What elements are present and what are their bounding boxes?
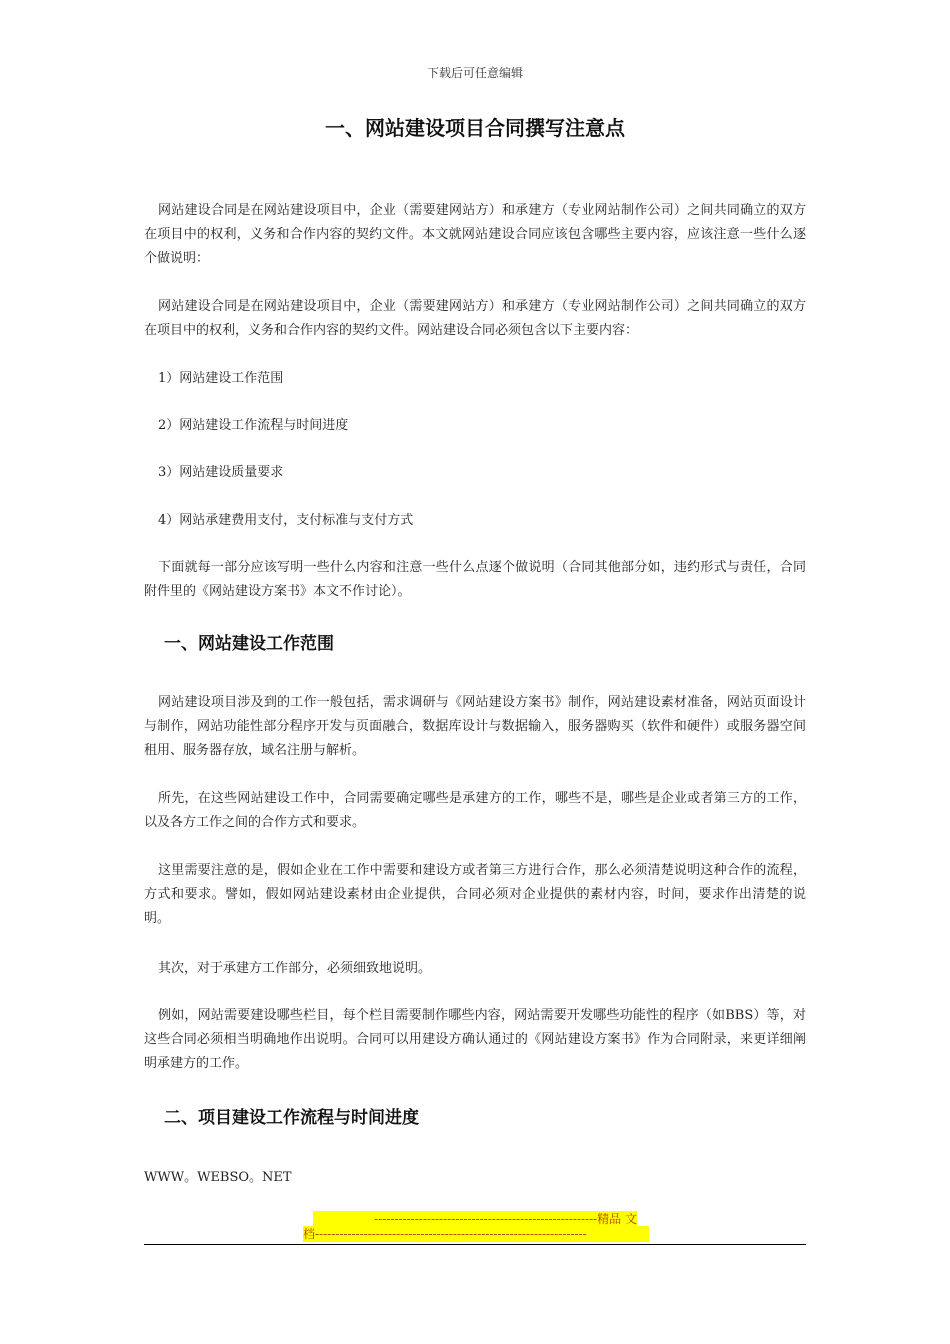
intro-paragraph: 网站建设合同是在网站建设项目中，企业（需要建网站方）和承建方（专业网站制作公司）之间共同确立的双方在项目中的权利，义务和合作内容的契约文件。本文就网站建设合同应该包含哪些主要内容，应该注意一些什么逐个做说明： — [144, 203, 806, 266]
list-item: 2）网站建设工作流程与时间进度 — [158, 418, 349, 433]
closing-paragraph: 下面就每一部分应该写明一些什么内容和注意一些什么点逐个做说明（合同其他部分如，违约形式与责任，合同附件里的《网站建设方案书》本文不作讨论）。 — [144, 560, 806, 599]
footer-highlight: -------------------------------------------------------精品 文 — [313, 1211, 637, 1227]
section-paragraph: 所先，在这些网站建设工作中，合同需要确定哪些是承建方的工作，哪些不是，哪些是企业或者第三方的工作，以及各方工作之间的合作方式和要求。 — [144, 791, 806, 830]
footer-divider — [144, 1244, 806, 1245]
intro-paragraph: 网站建设合同是在网站建设项目中，企业（需要建网站方）和承建方（专业网站制作公司）之间共同确立的双方在项目中的权利，义务和合作内容的契约文件。网站建设合同必须包含以下主要内容： — [144, 299, 806, 338]
section-paragraph: 其次，对于承建方工作部分，必须细致地说明。 — [158, 961, 432, 976]
list-item: 1）网站建设工作范围 — [158, 371, 284, 386]
footer-highlight: 档------------------------------------------------------------------- — [303, 1226, 649, 1242]
section-paragraph: 例如，网站需要建设哪些栏目，每个栏目需要制作哪些内容，网站需要开发哪些功能性的程序（如BBS）等，对这些合同必须相当明确地作出说明。合同可以用建设方确认通过的《网站建设方案书》作为合同附录，来更详细阐明承建方的工作。 — [144, 1008, 806, 1071]
section-heading: 一、网站建设工作范围 — [164, 634, 334, 654]
list-item: 3）网站建设质量要求 — [158, 465, 284, 480]
section-paragraph: 网站建设项目涉及到的工作一般包括，需求调研与《网站建设方案书》制作，网站建设素材准备，网站页面设计与制作，网站功能性部分程序开发与页面融合，数据库设计与数据输入，服务器购买（软件和硬件）或服务器空间租用、服务器存放，域名注册与解析。 — [144, 695, 806, 758]
section-heading: 二、项目建设工作流程与时间进度 — [164, 1108, 419, 1128]
site-url: WWW。WEBSO。NET — [144, 1170, 292, 1185]
header-note: 下载后可任意编辑 — [426, 66, 523, 80]
list-item: 4）网站承建费用支付，支付标准与支付方式 — [158, 513, 414, 528]
section-paragraph: 这里需要注意的是，假如企业在工作中需要和建设方或者第三方进行合作，那么必须清楚说明这种合作的流程，方式和要求。譬如，假如网站建设素材由企业提供，合同必须对企业提供的素材内容，时间，要求作出清楚的说明。 — [144, 863, 806, 926]
page-title: 一、网站建设项目合同撰写注意点 — [325, 116, 625, 140]
